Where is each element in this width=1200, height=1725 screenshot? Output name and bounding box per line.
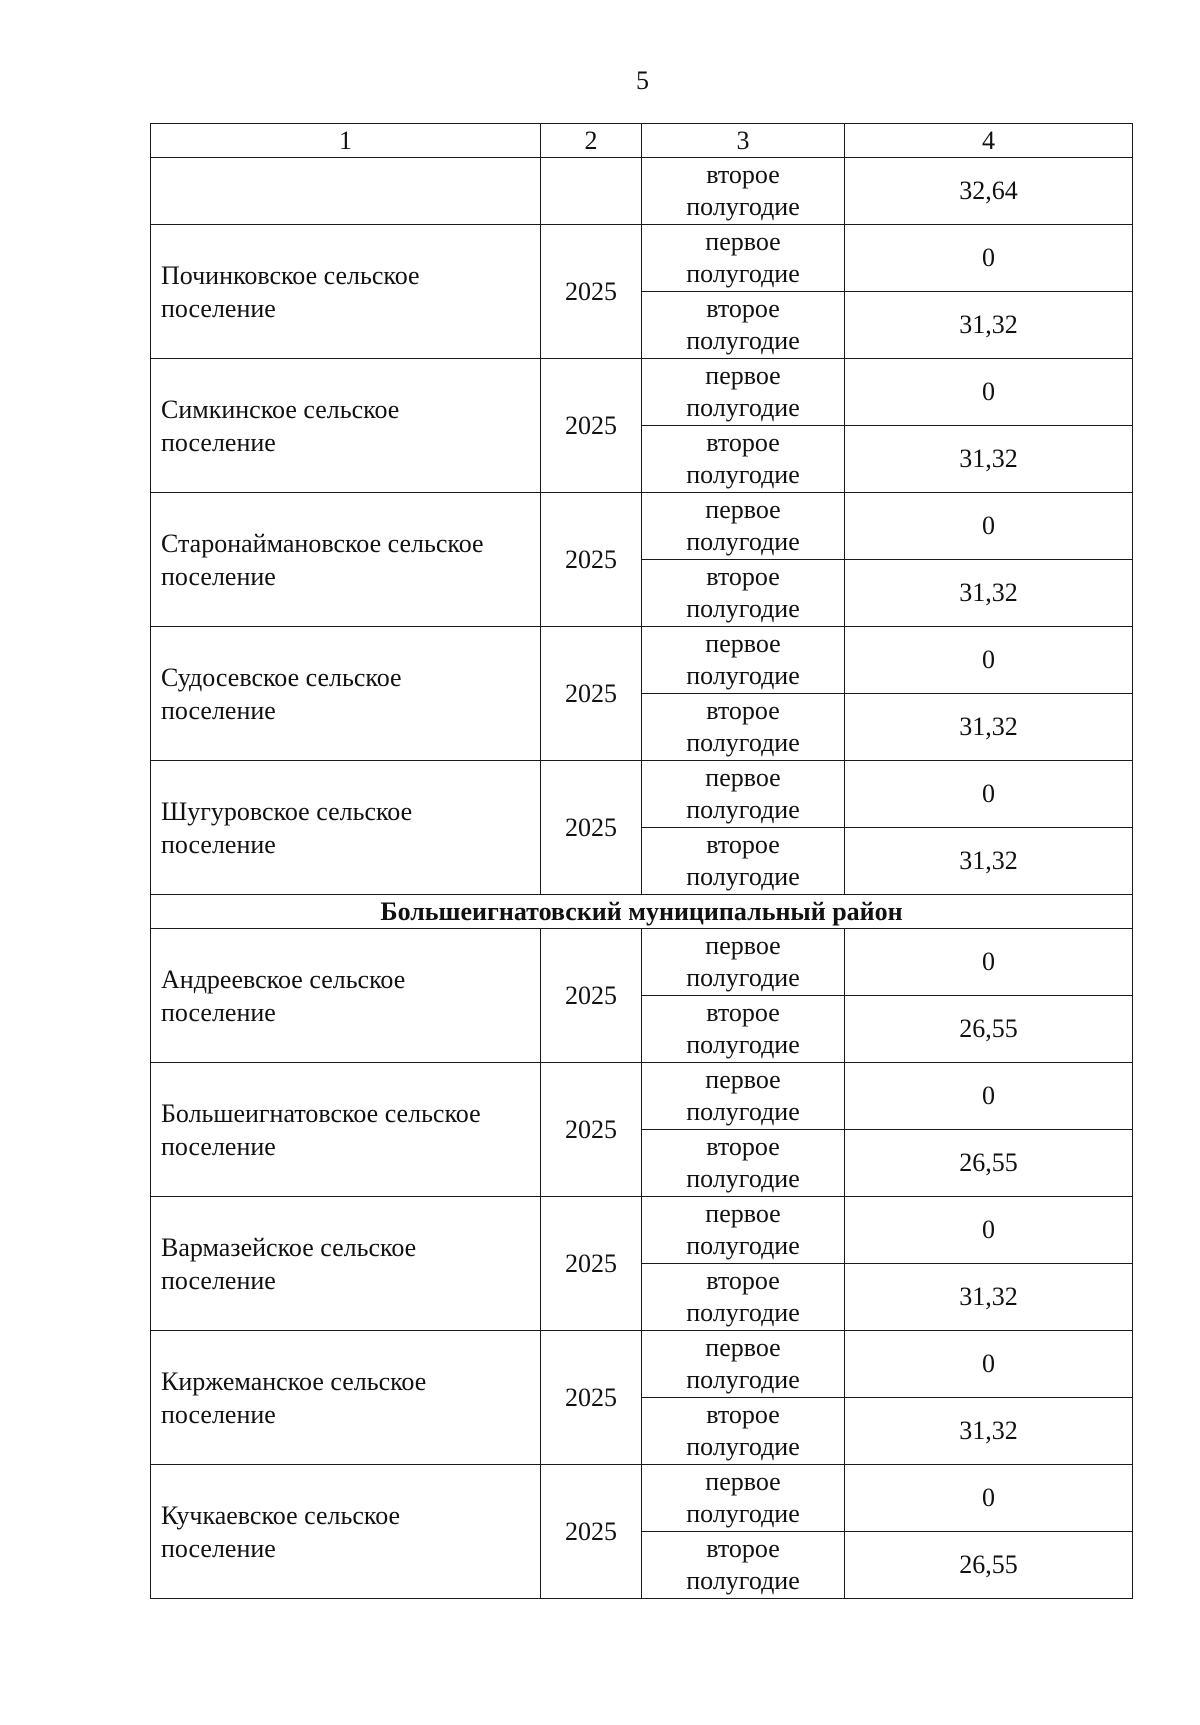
value-cell: 31,32 xyxy=(845,1398,1133,1465)
value-cell: 32,64 xyxy=(845,158,1133,225)
continuation-row xyxy=(151,158,1133,225)
period-line: полугодие xyxy=(686,393,800,422)
period-line: полугодие xyxy=(686,259,800,288)
value-cell: 0 xyxy=(845,1063,1133,1130)
year-cell: 2025 xyxy=(541,929,642,1063)
value-cell: 31,32 xyxy=(845,694,1133,761)
period-line: второе xyxy=(706,294,780,323)
period-line: полугодие xyxy=(686,326,800,355)
page-number: 5 xyxy=(636,66,649,95)
period-line: второе xyxy=(706,160,780,189)
value-cell: 31,32 xyxy=(845,560,1133,627)
period-cell xyxy=(642,929,845,996)
period-cell xyxy=(642,761,845,828)
year-cell: 2025 xyxy=(541,359,642,493)
period-cell xyxy=(642,694,845,761)
period-cell xyxy=(642,292,845,359)
period-cell xyxy=(642,158,845,225)
value-cell: 26,55 xyxy=(845,1532,1133,1599)
settlement-name-line: поселение xyxy=(161,997,276,1027)
settlement-name-line: Кучкаевское сельское xyxy=(161,1500,401,1530)
period-line: полугодие xyxy=(686,795,800,824)
period-line: полугодие xyxy=(686,460,800,489)
settlement-name-line: Вармазейское сельское xyxy=(161,1232,417,1262)
settlement-row-first-half xyxy=(151,1331,1133,1398)
value-cell: 0 xyxy=(845,627,1133,694)
period-line: полугодие xyxy=(686,728,800,757)
settlement-name-line: Андреевское сельское xyxy=(161,964,406,994)
period-line: полугодие xyxy=(686,594,800,623)
period-line: полугодие xyxy=(686,1097,800,1126)
period-line: первое xyxy=(705,1199,781,1228)
period-cell xyxy=(642,1264,845,1331)
period-line: первое xyxy=(705,931,781,960)
value-cell: 0 xyxy=(845,359,1133,426)
value-cell: 0 xyxy=(845,1197,1133,1264)
settlement-name-cell xyxy=(151,493,541,627)
period-line: второе xyxy=(706,998,780,1027)
period-line: первое xyxy=(705,629,781,658)
year-cell: 2025 xyxy=(541,1063,642,1197)
period-line: второе xyxy=(706,696,780,725)
settlement-name-line: поселение xyxy=(161,1533,276,1563)
value-cell: 26,55 xyxy=(845,996,1133,1063)
period-cell xyxy=(642,426,845,493)
table-body xyxy=(151,124,1133,1599)
period-line: полугодие xyxy=(686,1365,800,1394)
year-cell: 2025 xyxy=(541,1331,642,1465)
value-cell: 0 xyxy=(845,1331,1133,1398)
settlement-name-line: поселение xyxy=(161,695,276,725)
period-line: полугодие xyxy=(686,862,800,891)
district-heading: Большеигнатовский муниципальный район xyxy=(151,895,1133,929)
settlement-name-line: Судосевское сельское xyxy=(161,662,402,692)
period-cell xyxy=(642,493,845,560)
period-line: полугодие xyxy=(686,527,800,556)
period-cell xyxy=(642,996,845,1063)
period-line: полугодие xyxy=(686,1030,800,1059)
settlement-name-line: Старонаймановское сельское xyxy=(161,528,484,558)
header-row xyxy=(151,124,1133,158)
value-cell: 31,32 xyxy=(845,292,1133,359)
period-cell xyxy=(642,627,845,694)
period-cell xyxy=(642,359,845,426)
period-cell xyxy=(642,828,845,895)
period-cell xyxy=(642,1398,845,1465)
empty-year-cell xyxy=(541,158,642,225)
period-cell xyxy=(642,1063,845,1130)
settlement-row-first-half xyxy=(151,1197,1133,1264)
settlement-name-line: поселение xyxy=(161,427,276,457)
period-line: второе xyxy=(706,1266,780,1295)
settlement-name-cell xyxy=(151,225,541,359)
period-line: первое xyxy=(705,1467,781,1496)
empty-name-cell xyxy=(151,158,541,225)
period-line: первое xyxy=(705,227,781,256)
period-line: полугодие xyxy=(686,1298,800,1327)
settlement-name-cell xyxy=(151,1197,541,1331)
district-heading-row xyxy=(151,895,1133,929)
value-cell: 0 xyxy=(845,493,1133,560)
year-cell: 2025 xyxy=(541,761,642,895)
period-line: первое xyxy=(705,495,781,524)
value-cell: 31,32 xyxy=(845,828,1133,895)
period-line: первое xyxy=(705,763,781,792)
settlement-name-cell xyxy=(151,761,541,895)
period-line: полугодие xyxy=(686,963,800,992)
period-line: полугодие xyxy=(686,1231,800,1260)
period-cell xyxy=(642,1532,845,1599)
settlement-name-cell xyxy=(151,627,541,761)
period-line: полугодие xyxy=(686,661,800,690)
settlement-row-first-half xyxy=(151,1063,1133,1130)
settlement-name-line: поселение xyxy=(161,1265,276,1295)
period-line: полугодие xyxy=(686,1164,800,1193)
settlement-name-cell xyxy=(151,1331,541,1465)
period-line: второе xyxy=(706,428,780,457)
value-cell: 0 xyxy=(845,761,1133,828)
value-cell: 26,55 xyxy=(845,1130,1133,1197)
column-header: 3 xyxy=(642,124,845,158)
period-line: второе xyxy=(706,562,780,591)
period-line: полугодие xyxy=(686,1566,800,1595)
year-cell: 2025 xyxy=(541,1465,642,1599)
settlement-name-line: поселение xyxy=(161,293,276,323)
settlement-name-line: поселение xyxy=(161,1131,276,1161)
column-header: 1 xyxy=(151,124,541,158)
value-cell: 31,32 xyxy=(845,426,1133,493)
settlement-name-line: Большеигнатовское сельское xyxy=(161,1098,481,1128)
settlement-row-first-half xyxy=(151,359,1133,426)
period-cell xyxy=(642,560,845,627)
settlement-row-first-half xyxy=(151,627,1133,694)
settlement-name-cell xyxy=(151,1063,541,1197)
year-cell: 2025 xyxy=(541,627,642,761)
column-header: 4 xyxy=(845,124,1133,158)
column-header: 2 xyxy=(541,124,642,158)
period-line: полугодие xyxy=(686,1499,800,1528)
period-line: первое xyxy=(705,1333,781,1362)
year-cell: 2025 xyxy=(541,493,642,627)
period-line: первое xyxy=(705,361,781,390)
settlement-name-line: поселение xyxy=(161,1399,276,1429)
value-cell: 0 xyxy=(845,929,1133,996)
settlement-row-first-half xyxy=(151,225,1133,292)
settlement-name-cell xyxy=(151,359,541,493)
period-cell xyxy=(642,1130,845,1197)
settlement-row-first-half xyxy=(151,761,1133,828)
settlement-name-line: поселение xyxy=(161,561,276,591)
period-cell xyxy=(642,1331,845,1398)
period-line: второе xyxy=(706,1400,780,1429)
tariff-table xyxy=(150,123,1133,1599)
value-cell: 0 xyxy=(845,225,1133,292)
settlement-name-line: поселение xyxy=(161,829,276,859)
settlement-name-line: Симкинское сельское xyxy=(161,394,400,424)
year-cell: 2025 xyxy=(541,1197,642,1331)
period-line: полугодие xyxy=(686,192,800,221)
settlement-name-line: Шугуровское сельское xyxy=(161,796,413,826)
period-cell xyxy=(642,1197,845,1264)
settlement-name-line: Киржеманское сельское xyxy=(161,1366,427,1396)
period-cell xyxy=(642,225,845,292)
settlement-name-cell xyxy=(151,929,541,1063)
period-line: полугодие xyxy=(686,1432,800,1461)
settlement-row-first-half xyxy=(151,493,1133,560)
period-line: второе xyxy=(706,1534,780,1563)
value-cell: 0 xyxy=(845,1465,1133,1532)
period-cell xyxy=(642,1465,845,1532)
period-line: первое xyxy=(705,1065,781,1094)
settlement-row-first-half xyxy=(151,1465,1133,1532)
period-line: второе xyxy=(706,830,780,859)
year-cell: 2025 xyxy=(541,225,642,359)
period-line: второе xyxy=(706,1132,780,1161)
value-cell: 31,32 xyxy=(845,1264,1133,1331)
settlement-name-line: Починковское сельское xyxy=(161,260,420,290)
settlement-row-first-half xyxy=(151,929,1133,996)
settlement-name-cell xyxy=(151,1465,541,1599)
